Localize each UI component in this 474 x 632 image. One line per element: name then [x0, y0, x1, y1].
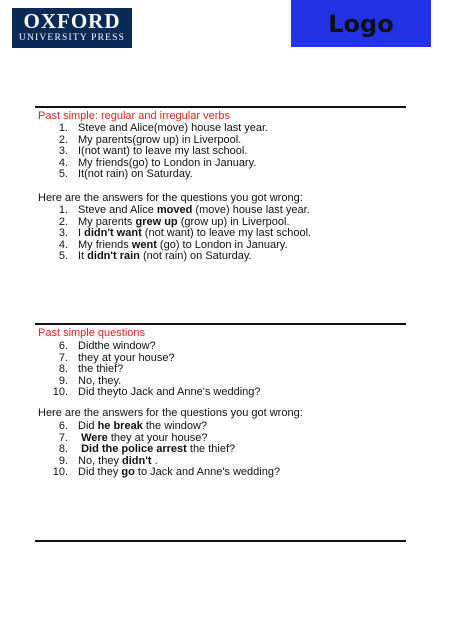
item-number: 10. [52, 466, 68, 478]
publisher-name: OXFORD [23, 9, 121, 33]
item-number: 7. [58, 351, 68, 364]
item-number: 9. [58, 374, 68, 387]
item-number: 6. [58, 420, 68, 432]
answer-verb: Were [81, 431, 108, 444]
answers-intro-1: Here are the answers for the questions you got wrong: [38, 192, 303, 204]
section-title-past-simple-questions: Past simple questions [38, 327, 145, 339]
item-number: 3. [58, 145, 68, 157]
answer-verb: went [131, 238, 157, 251]
section-divider-top [35, 106, 406, 108]
answer-verb: grew up [135, 215, 178, 228]
answer-text [78, 467, 280, 479]
item-number: 8. [58, 443, 68, 455]
answer-prefix: My parents [78, 215, 136, 228]
section-divider-bottom [35, 540, 406, 542]
question-text: It(not rain) on Saturday. [78, 168, 193, 180]
item-number: 10. [52, 386, 68, 398]
answer-prefix: It [78, 250, 88, 262]
question-text: they at your house? [78, 351, 175, 364]
answer-suffix: the thief? [186, 443, 236, 455]
answers-intro-2: Here are the answers for the questions you got wrong: [38, 407, 303, 419]
answer-suffix: (not want) to leave my last school. [141, 227, 312, 239]
answer-prefix: I [78, 227, 85, 239]
item-number: 6. [58, 340, 68, 352]
answer-verb: he break [97, 420, 143, 432]
answer-prefix: Steve and Alice [78, 204, 157, 216]
answer-suffix: (go) to London in January. [156, 238, 288, 251]
answer-prefix: Did they [78, 466, 122, 478]
answer-verb: didn't [122, 454, 152, 467]
answer-suffix: (move) house last year. [192, 204, 310, 216]
question-text: Steve and Alice(move) house last year. [78, 122, 269, 134]
item-number: 4. [58, 238, 68, 251]
answer-prefix: My friends [78, 238, 132, 251]
answer-prefix: No, they [78, 454, 123, 467]
answer-suffix: they at your house? [107, 431, 208, 444]
answer-verb: go [121, 466, 135, 478]
item-number: 3. [58, 227, 68, 239]
item-number: 5. [58, 168, 68, 180]
oxford-university-press-logo [12, 8, 132, 48]
answer-verb: Did the police arrest [81, 443, 187, 455]
item-number: 2. [58, 133, 68, 146]
answer-verb: didn't want [84, 227, 142, 239]
answer-suffix: . [151, 454, 158, 467]
item-number: 9. [58, 454, 68, 467]
question-text: Didthe window? [78, 340, 156, 352]
answer-suffix: (not rain) on Saturday. [139, 250, 252, 262]
section-divider-middle [35, 323, 406, 325]
item-number: 7. [58, 431, 68, 444]
question-text: My parents(grow up) in Liverpool. [78, 133, 242, 146]
answer-verb: moved [156, 204, 193, 216]
question-text: the thief? [78, 363, 124, 375]
question-text: Did theyto Jack and Anne's wedding? [78, 386, 261, 398]
item-number: 8. [58, 363, 68, 375]
answer-suffix: to Jack and Anne's wedding? [134, 466, 281, 478]
answer-text [78, 251, 252, 263]
item-number: 5. [58, 250, 68, 262]
item-number: 1. [58, 122, 68, 134]
answer-suffix: the window? [142, 420, 208, 432]
item-number: 1. [58, 204, 68, 216]
answer-prefix: Did [78, 420, 98, 432]
item-number: 4. [58, 156, 68, 169]
logo-placeholder: Logo [291, 0, 431, 47]
answer-suffix: (grow up) in Liverpool. [177, 215, 290, 228]
answer-verb: didn't rain [87, 250, 140, 262]
item-number: 2. [58, 215, 68, 228]
publisher-subtitle: UNIVERSITY PRESS [18, 33, 126, 43]
question-text: I(not want) to leave my last school. [78, 145, 248, 157]
question-text: No, they. [78, 374, 122, 387]
question-text: My friends(go) to London in January. [78, 156, 257, 169]
section-title-past-simple: Past simple: regular and irregular verbs [38, 110, 230, 122]
